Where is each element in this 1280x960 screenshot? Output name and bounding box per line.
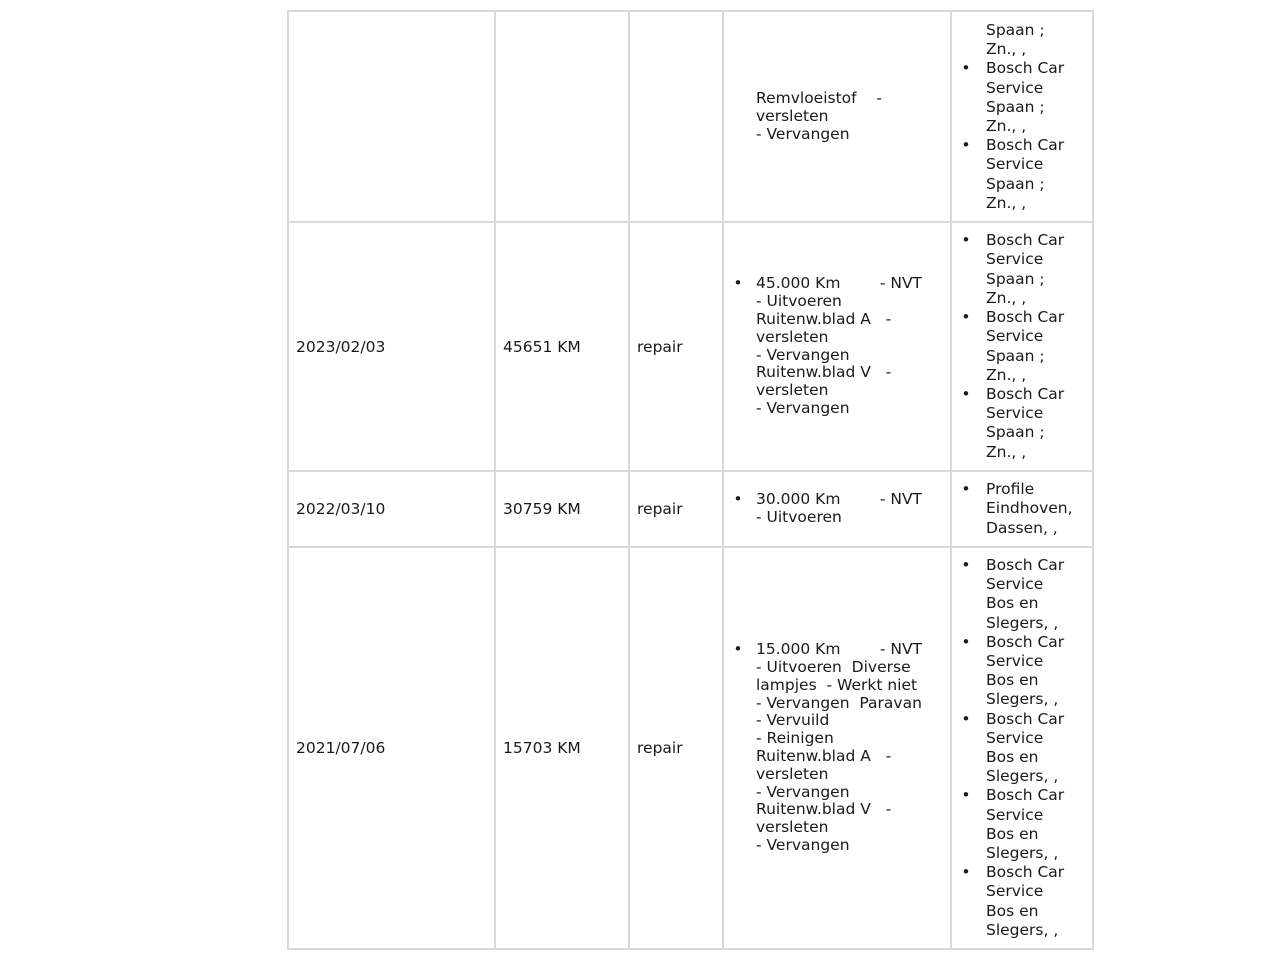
- garage-list-item: [959, 556, 1085, 633]
- garage-line: Spaan ;: [986, 20, 1045, 39]
- garage-line: Slegers, ,: [986, 767, 1059, 786]
- garage-line: Bos en: [986, 671, 1039, 690]
- garage-cell: [951, 471, 1093, 547]
- description-line: versleten: [756, 818, 829, 837]
- bullet-icon: •: [961, 555, 971, 574]
- description-line: versleten: [756, 764, 829, 783]
- description-line: Ruitenw.blad A -: [756, 309, 892, 328]
- table-row: [288, 11, 1093, 222]
- description-list-item: [731, 641, 943, 855]
- garage-list-item: [959, 710, 1085, 787]
- garage-line: Bos en: [986, 594, 1039, 613]
- garage-line: Bos en: [986, 824, 1039, 843]
- mileage-cell: [495, 11, 629, 222]
- mileage-cell: 30759 KM: [495, 471, 629, 547]
- garage-line: Profile: [986, 480, 1035, 499]
- garage-line: Zn., ,: [986, 442, 1027, 461]
- bullet-icon: •: [961, 308, 971, 327]
- bullet-icon: •: [733, 640, 743, 659]
- garage-line: Slegers, ,: [986, 690, 1059, 709]
- garage-list: [959, 231, 1085, 461]
- garage-line: Eindhoven,: [986, 499, 1073, 518]
- description-line: - Uitvoeren Diverse: [756, 658, 911, 677]
- table-row: [288, 547, 1093, 949]
- description-line: - Vervangen: [756, 345, 850, 364]
- type-cell: repair: [629, 222, 723, 471]
- mileage-cell: 45651 KM: [495, 222, 629, 471]
- description-list: [731, 275, 943, 417]
- bullet-icon: •: [961, 709, 971, 728]
- garage-line: Bosch Car: [986, 231, 1065, 250]
- description-list-item: [731, 491, 943, 527]
- garage-list-item: [959, 786, 1085, 863]
- description-line: lampjes - Werkt niet: [756, 675, 918, 694]
- type-cell: [629, 11, 723, 222]
- garage-list-item: [959, 633, 1085, 710]
- description-line: 30.000 Km - NVT: [756, 490, 923, 509]
- table-row: [288, 471, 1093, 547]
- type-cell: repair: [629, 547, 723, 949]
- garage-line: Service: [986, 805, 1044, 824]
- description-line: - Vervuild: [756, 711, 830, 730]
- garage-list: [959, 556, 1085, 940]
- description-line: versleten: [756, 381, 829, 400]
- garage-line: Spaan ;: [986, 97, 1045, 116]
- garage-line: Slegers, ,: [986, 613, 1059, 632]
- description-line: - Uitvoeren: [756, 508, 842, 526]
- description-list-item: [731, 275, 943, 417]
- description-list: [731, 641, 943, 855]
- description-cell: [723, 222, 951, 471]
- description-list: [731, 491, 943, 527]
- garage-list-item: [959, 385, 1085, 462]
- garage-line: Bosch Car: [986, 786, 1065, 805]
- mileage-cell: 15703 KM: [495, 547, 629, 949]
- garage-line: Spaan ;: [986, 269, 1045, 288]
- description-line: 15.000 Km - NVT: [756, 640, 923, 659]
- garage-line: Bos en: [986, 901, 1039, 920]
- garage-line: Spaan ;: [986, 346, 1045, 365]
- garage-line: Service: [986, 78, 1044, 97]
- table-row: [288, 222, 1093, 471]
- bullet-icon: •: [961, 863, 971, 882]
- description-line: Remvloeistof -: [756, 89, 882, 108]
- garage-line: Bosch Car: [986, 555, 1065, 574]
- garage-line: Service: [986, 404, 1044, 423]
- garage-list: [959, 59, 1085, 213]
- garage-line: Service: [986, 651, 1044, 670]
- date-cell: 2023/02/03: [288, 222, 495, 471]
- garage-line: Bosch Car: [986, 632, 1065, 651]
- description-line: - Vervangen: [756, 782, 850, 801]
- description-line: versleten: [756, 107, 829, 126]
- garage-line: Bosch Car: [986, 308, 1065, 327]
- description-line: versleten: [756, 327, 829, 346]
- bullet-icon: •: [733, 490, 743, 509]
- description-line: Ruitenw.blad A -: [756, 747, 892, 765]
- garage-cell: [951, 222, 1093, 471]
- garage-line: Service: [986, 155, 1044, 174]
- description-cell: [723, 471, 951, 547]
- date-cell: 2022/03/10: [288, 471, 495, 547]
- garage-line: Spaan ;: [986, 174, 1045, 193]
- bullet-icon: •: [961, 786, 971, 805]
- maintenance-history-body: [288, 11, 1093, 949]
- garage-line: Bosch Car: [986, 384, 1065, 403]
- garage-cell: [951, 547, 1093, 949]
- garage-line: Bosch Car: [986, 863, 1065, 882]
- maintenance-history-table: [287, 10, 1094, 950]
- description-line: - Reinigen: [756, 729, 834, 748]
- garage-line: Zn., ,: [986, 365, 1027, 384]
- garage-line: Bos en: [986, 748, 1039, 766]
- date-cell: [288, 11, 495, 222]
- garage-line: Zn., ,: [986, 117, 1027, 135]
- garage-list-item: [959, 480, 1085, 538]
- garage-line: Bosch Car: [986, 136, 1065, 155]
- bullet-icon: •: [961, 384, 971, 403]
- bullet-icon: •: [961, 632, 971, 651]
- description-line: - Vervangen: [756, 124, 850, 143]
- description-cell: [723, 547, 951, 949]
- garage-line: Service: [986, 882, 1044, 901]
- description-line: 45.000 Km - NVT: [756, 274, 923, 293]
- bullet-icon: •: [961, 231, 971, 250]
- garage-line: Zn., ,: [986, 288, 1027, 307]
- description-line: Ruitenw.blad V -: [756, 800, 892, 819]
- bullet-icon: •: [961, 480, 971, 499]
- garage-cell: [951, 11, 1093, 222]
- garage-line: Service: [986, 327, 1044, 346]
- description-line: Ruitenw.blad V -: [756, 363, 892, 382]
- garage-list-item: [959, 59, 1085, 136]
- garage-line: Zn., ,: [986, 40, 1027, 59]
- description-line: - Uitvoeren: [756, 292, 842, 311]
- garage-line: Spaan ;: [986, 423, 1045, 442]
- date-cell: 2021/07/06: [288, 547, 495, 949]
- garage-line: Slegers, ,: [986, 920, 1059, 939]
- garage-list-item: [959, 308, 1085, 385]
- garage-list-item: [959, 863, 1085, 940]
- garage-list: [959, 480, 1085, 538]
- garage-line: Service: [986, 575, 1044, 594]
- garage-line: Bosch Car: [986, 59, 1065, 78]
- bullet-icon: •: [961, 59, 971, 78]
- garage-list-item: [959, 231, 1085, 308]
- bullet-icon: •: [733, 274, 743, 293]
- bullet-icon: •: [961, 136, 971, 155]
- garage-line: Service: [986, 250, 1044, 269]
- garage-line: Zn., ,: [986, 193, 1027, 212]
- garage-line: Bosch Car: [986, 709, 1065, 728]
- description-line: - Vervangen Paravan: [756, 693, 922, 712]
- description-cell: [723, 11, 951, 222]
- garage-line: Dassen, ,: [986, 518, 1058, 537]
- garage-line: Slegers, ,: [986, 844, 1059, 863]
- description-line: - Vervangen: [756, 398, 850, 417]
- garage-line: Service: [986, 728, 1044, 747]
- description-line: - Vervangen: [756, 835, 850, 854]
- type-cell: repair: [629, 471, 723, 547]
- garage-list-item: [959, 136, 1085, 213]
